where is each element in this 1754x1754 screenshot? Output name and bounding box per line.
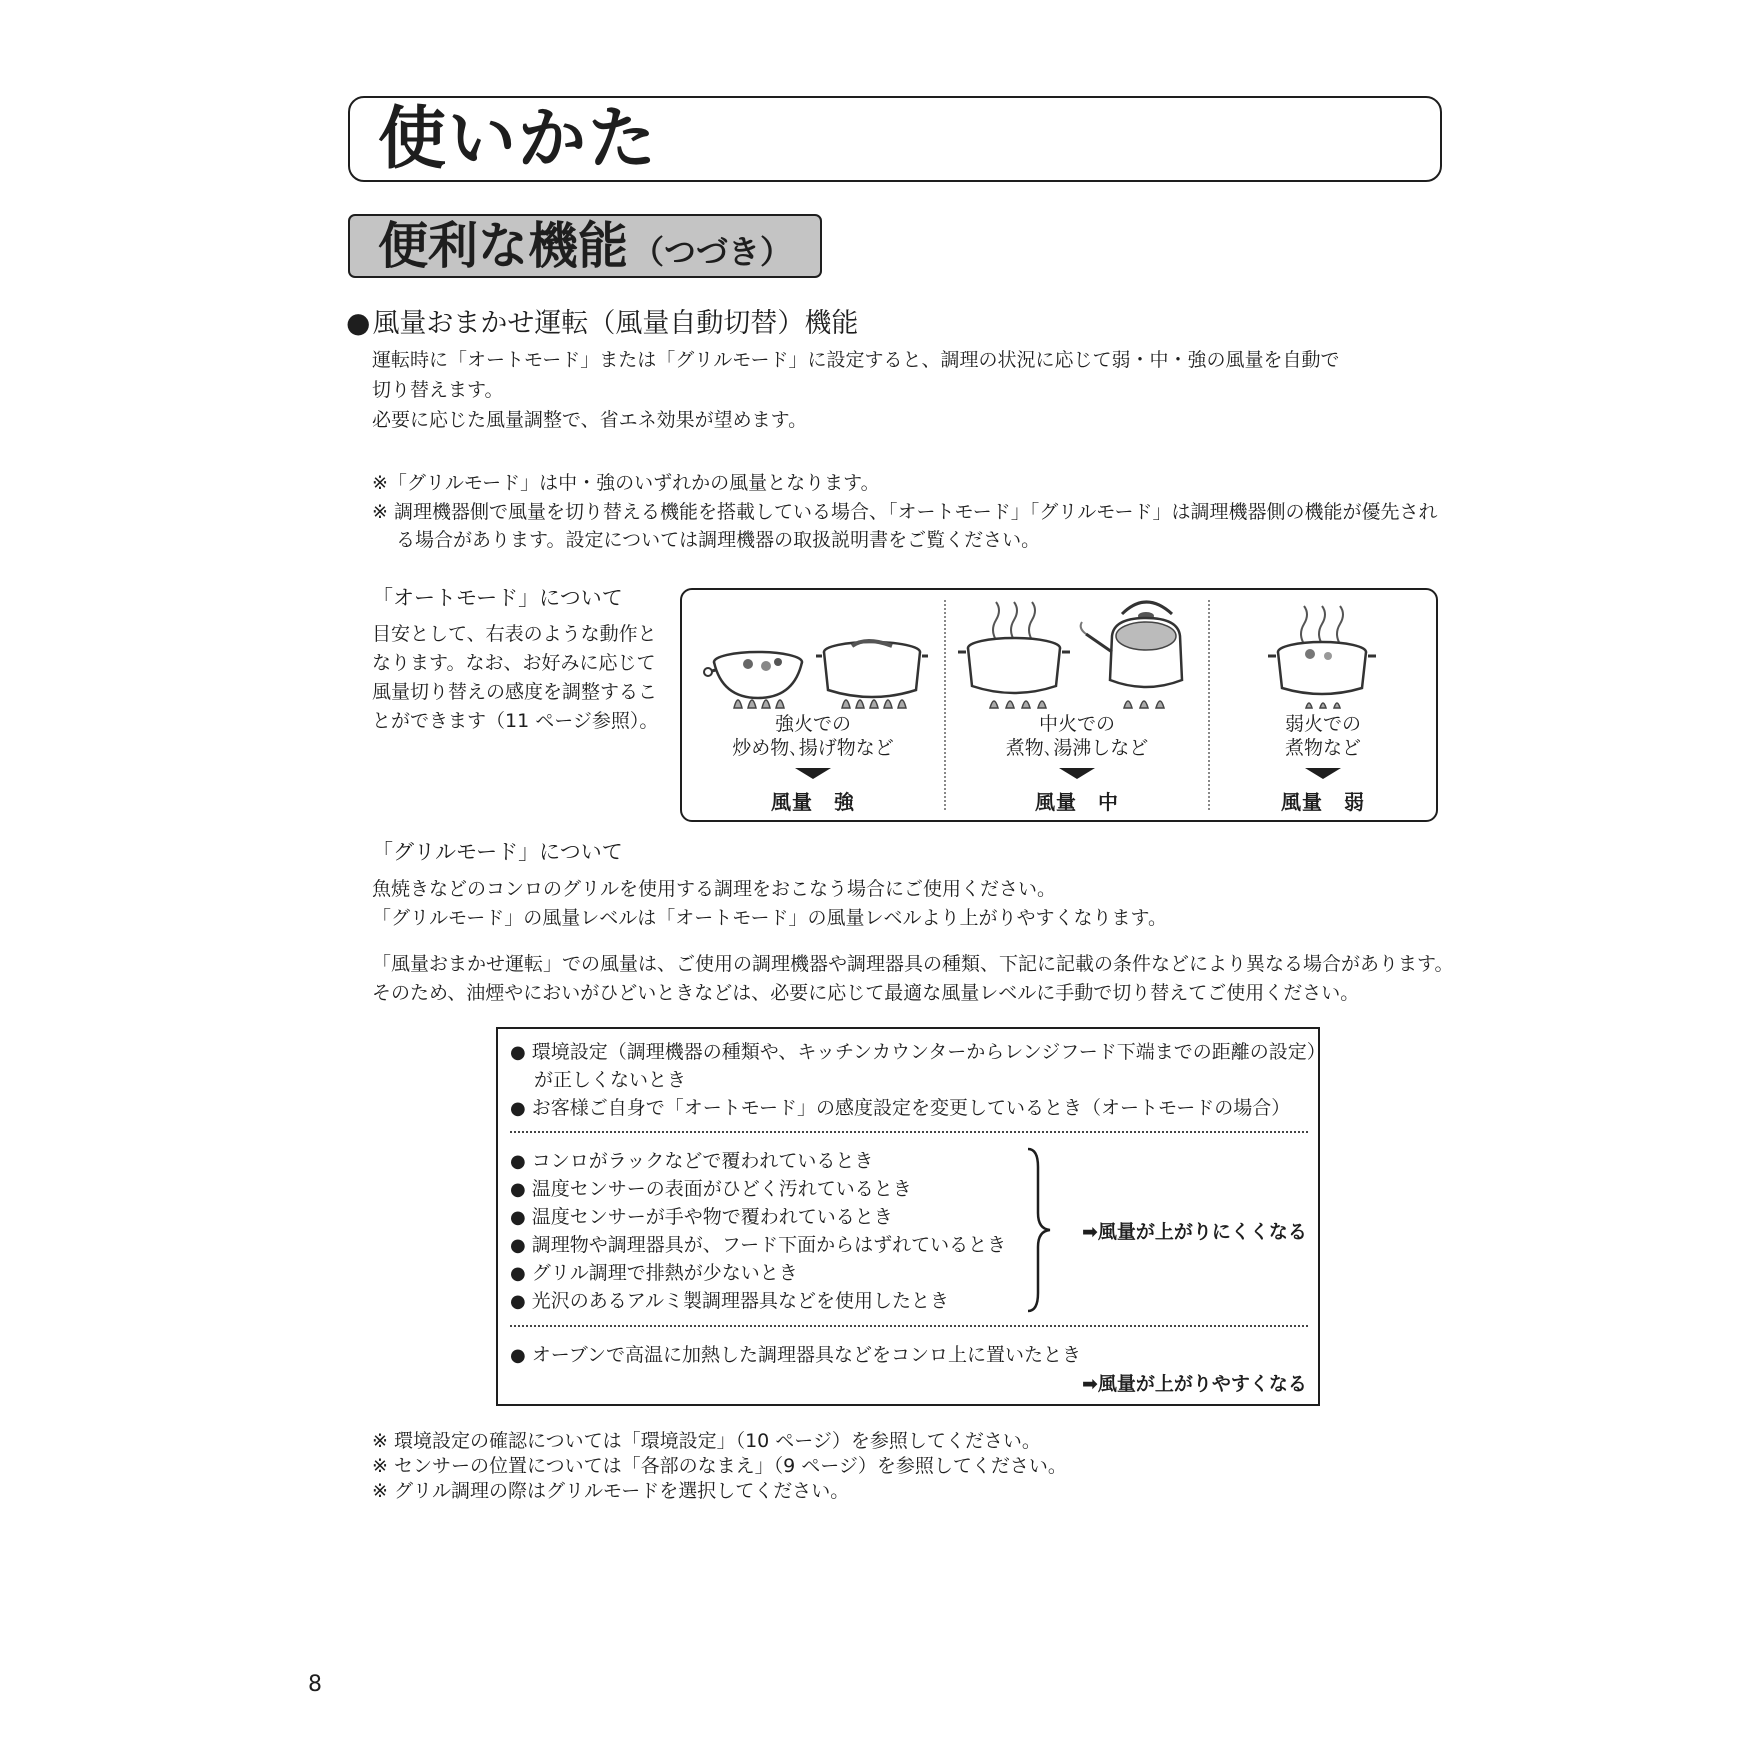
condition-item: ● オーブンで高温に加熱した調理器具などをコンロ上に置いたとき <box>510 1344 1082 1366</box>
caption-weak: 弱火での 煮物など <box>1284 713 1361 759</box>
pot-and-kettle-illustration <box>946 590 1208 710</box>
grill-mode-title: 「グリルモード」について <box>372 840 623 864</box>
note-environment-setting: ※ 環境設定の確認については「環境設定」（10 ページ）を参照してください。 <box>372 1430 1041 1452</box>
intro-line-1: 運転時に「オートモード」または「グリルモード」に設定すると、調理の状況に応じて弱・中・強の風量を自動で <box>372 349 1340 371</box>
caption-strong: 強火での 炒め物､揚げ物など <box>732 713 894 759</box>
note-priority-a: ※ 調理機器側で風量を切り替える機能を搭載している場合、「オートモード」「グリルモード」は調理機器側の機能が優先され <box>372 501 1438 523</box>
condition-item-continued: が正しくないとき <box>534 1069 687 1091</box>
auto-mode-description: 目安として、右表のような動作となります。なお、お好みに応じて風量切り替えの感度を調整することができます（11 ページ参照）。 <box>372 623 659 732</box>
caution-line-1: 「風量おまかせ運転」での風量は、ご使用の調理機器や調理器具の種類、下記に記載の条件などにより異なる場合があります。 <box>372 953 1454 975</box>
intro-line-3: 必要に応じた風量調整で、省エネ効果が望めます。 <box>372 409 808 431</box>
section-title-box <box>348 214 822 278</box>
page-number: 8 <box>308 1672 322 1697</box>
note-priority-b: る場合があります。設定については調理機器の取扱説明書をご覧ください。 <box>396 529 1041 551</box>
level-column-weak <box>1210 590 1436 820</box>
level-column-strong <box>682 590 944 820</box>
down-arrow-icon <box>1059 768 1095 779</box>
grill-mode-line-2: 「グリルモード」の風量レベルは「オートモード」の風量レベルより上がりやすくなります。 <box>372 907 1167 929</box>
note-grill-level: ※「グリルモード」は中・強のいずれかの風量となります。 <box>372 472 880 494</box>
wok-and-fryer-illustration <box>682 590 944 710</box>
level-weak: 風量 弱 <box>1281 790 1365 814</box>
condition-item: ● 温度センサーの表面がひどく汚れているとき <box>510 1178 912 1200</box>
heading-text: 風量おまかせ運転（風量自動切替）機能 <box>372 308 859 339</box>
level-column-medium <box>946 590 1208 820</box>
dotted-divider <box>510 1131 1308 1133</box>
auto-mode-illustration-table <box>680 588 1438 822</box>
result-easier-to-increase: ➡風量が上がりやすくなる <box>1082 1373 1307 1395</box>
grill-mode-line-1: 魚焼きなどのコンロのグリルを使用する調理をおこなう場合にご使用ください。 <box>372 878 1057 900</box>
section-title-main: 便利な機能 <box>378 217 628 275</box>
down-arrow-icon <box>1305 768 1341 779</box>
result-harder-to-increase: ➡風量が上がりにくくなる <box>1082 1221 1307 1243</box>
condition-item: ● 光沢のあるアルミ製調理器具などを使用したとき <box>510 1290 949 1312</box>
level-medium: 風量 中 <box>1035 790 1119 814</box>
condition-item: ● お客様ご自身で「オートモード」の感度設定を変更しているとき（オートモードの場合） <box>510 1097 1291 1119</box>
down-arrow-icon <box>795 768 831 779</box>
section-title-sub: （つづき） <box>632 233 793 271</box>
condition-item: ● 温度センサーが手や物で覆われているとき <box>510 1206 893 1228</box>
feature-heading <box>346 306 858 341</box>
simmer-pot-illustration <box>1210 590 1436 710</box>
intro-line-2: 切り替えます。 <box>372 379 504 401</box>
level-strong: 風量 強 <box>771 790 855 814</box>
note-sensor-position: ※ センサーの位置については「各部のなまえ」（9 ページ）を参照してください。 <box>372 1455 1067 1477</box>
condition-item: ● 調理物や調理器具が、フード下面からはずれているとき <box>510 1234 1007 1256</box>
heading-bullet: ● <box>346 306 371 339</box>
condition-item: ● 環境設定（調理機器の種類や、キッチンカウンターからレンジフード下端までの距離の設定） <box>510 1041 1326 1063</box>
caution-line-2: そのため、油煙やにおいがひどいときなどは、必要に応じて最適な風量レベルに手動で切り替えてご使用ください。 <box>372 982 1360 1004</box>
right-brace-icon <box>1024 1147 1054 1313</box>
page-title-box <box>348 96 1442 182</box>
page-title: 使いかた <box>378 100 659 179</box>
dotted-divider <box>510 1325 1308 1327</box>
note-grill-mode: ※ グリル調理の際はグリルモードを選択してください。 <box>372 1480 850 1502</box>
section-title <box>378 218 792 280</box>
auto-mode-title: 「オートモード」について <box>372 586 623 610</box>
conditions-box <box>496 1027 1326 1406</box>
caption-medium: 中火での 煮物､湯沸しなど <box>1005 713 1149 759</box>
condition-item: ● コンロがラックなどで覆われているとき <box>510 1150 874 1172</box>
condition-item: ● グリル調理で排熱が少ないとき <box>510 1262 798 1284</box>
